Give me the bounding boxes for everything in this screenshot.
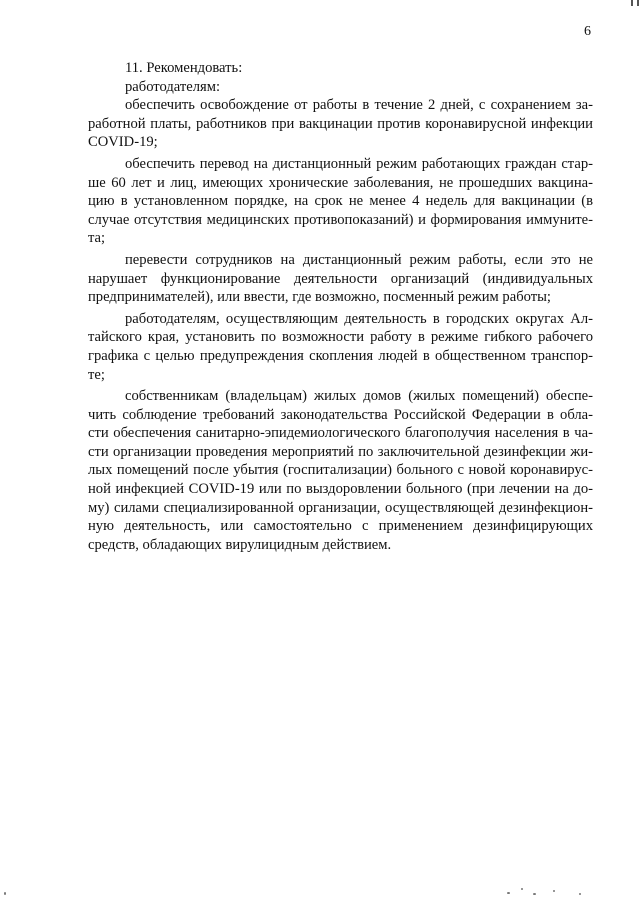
text-line: работодателям: — [125, 78, 221, 95]
scan-speck — [507, 892, 510, 894]
text-line: сти обеспечения санитарно-эпидемиологического благополучия населения в ча- — [88, 425, 593, 442]
text-line: графика с целью предупреждения скопления людей в общественном транспор- — [88, 347, 593, 364]
text-line: средств, обладающих вирулицидным действием. — [88, 536, 392, 553]
text-line: ше 60 лет и лиц, имеющих хронические заболевания, не прошедших вакцина- — [88, 174, 593, 191]
text-line: му) силами специализированной организации, осуществляющей дезинфекцион- — [88, 499, 593, 516]
text-line: те; — [88, 366, 105, 383]
text-line: тайского края, установить по возможности работу в режиме гибкого рабочего — [88, 329, 593, 346]
text-line: нарушает функционирование деятельности организаций (индивидуальных — [88, 270, 593, 287]
scan-speck — [521, 888, 523, 890]
paragraph — [88, 155, 593, 248]
paragraph — [88, 59, 593, 78]
text-line: цию в установленном порядке, на срок не менее 4 недель для вакцинации (в — [88, 193, 593, 210]
scan-speck — [553, 890, 555, 892]
paragraph — [88, 251, 593, 307]
paragraph — [88, 310, 593, 384]
paragraph — [88, 96, 593, 152]
text-line: та; — [88, 230, 106, 247]
text-line: обеспечить перевод на дистанционный режим работающих граждан стар- — [125, 155, 593, 172]
text-line: ной инфекцией COVID-19 или по выздоровлении больного (при лечении на до- — [88, 481, 593, 498]
text-line: чить соблюдение требований законодательства Российской Федерации в обла- — [88, 406, 593, 423]
page-number: 6 — [584, 24, 591, 39]
text-line: случае отсутствия медицинских противопоказаний) и формирования иммуните- — [88, 211, 593, 228]
paragraph — [88, 78, 593, 97]
scan-edge-mark — [631, 0, 633, 6]
scan-speck — [579, 893, 581, 895]
scan-speck — [4, 892, 6, 895]
text-line: сти организации проведения мероприятий по заключительной дезинфекции жи- — [88, 443, 593, 460]
text-line: перевести сотрудников на дистанционный режим работы, если это не — [125, 251, 593, 268]
scan-speck — [533, 893, 536, 895]
text-line: COVID-19; — [88, 134, 158, 151]
text-line: 11. Рекомендовать: — [125, 60, 243, 76]
paragraph — [88, 387, 593, 554]
text-line: работной платы, работников при вакцинации против коронавирусной инфекции — [88, 115, 593, 132]
text-line: обеспечить освобождение от работы в течение 2 дней, с сохранением за- — [125, 97, 593, 114]
document-body — [88, 59, 593, 554]
text-line: предпринимателей), или ввести, где возможно, посменный режим работы; — [88, 289, 551, 306]
text-line: лых помещений после убытия (госпитализации) больного с новой коронавирус- — [88, 462, 593, 479]
text-line: ную деятельность, или самостоятельно с применением дезинфицирующих — [88, 518, 593, 535]
text-line: работодателям, осуществляющим деятельность в городских округах Ал- — [125, 310, 593, 327]
text-line: собственникам (владельцам) жилых домов (жилых помещений) обеспе- — [125, 388, 593, 405]
